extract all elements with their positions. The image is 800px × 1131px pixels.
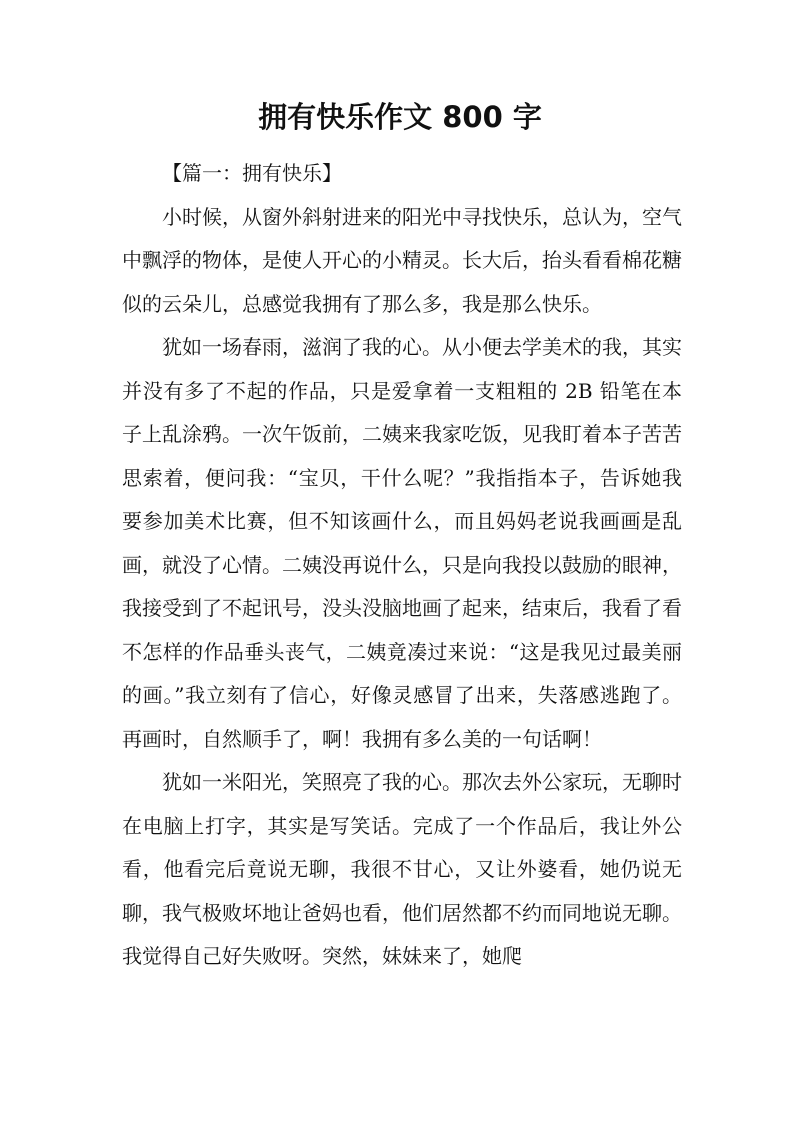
paragraph-1: 小时候，从窗外斜射进来的阳光中寻找快乐，总认为，空气中飘浮的物体，是使人开心的小精灵。长大后，抬头看看棉花糖似的云朵儿，总感觉我拥有了那么多，我是那么快乐。 [122, 204, 682, 316]
document-title: 拥有快乐作文 800 字 [258, 100, 542, 134]
document-body [122, 152, 682, 979]
paragraph-3: 犹如一米阳光，笑照亮了我的心。那次去外公家玩，无聊时在电脑上打字，其实是写笑话。完成了一个作品后，我让外公看，他看完后竟说无聊，我很不甘心，又让外婆看，她仍说无聊，我气极败坏地让爸妈也看，他们居然都不约而同地说无聊。我觉得自己好失败呀。突然，妹妹来了，她爬 [122, 770, 682, 968]
section-heading: 【篇一：拥有快乐】 [162, 161, 342, 185]
paragraph-2: 犹如一场春雨，滋润了我的心。从小便去学美术的我，其实并没有多了不起的作品，只是爱拿着一支粗粗的 2B 铅笔在本子上乱涂鸦。一次午饭前，二姨来我家吃饭，见我盯着本子苦苦思索着，便问我：“宝贝，干什么呢？”我指指本子，告诉她我要参加美术比赛，但不知该画什么，而且妈妈老说我画画是乱画，就没了心情。二姨没再说什么，只是向我投以鼓励的眼神，我接受到了不起讯号，没头没脑地画了起来，结束后，我看了看不怎样的作品垂头丧气，二姨竟凑过来说：“这是我见过最美丽的画。”我立刻有了信心，好像灵感冒了出来，失落感逃跑了。再画时，自然顺手了，啊！我拥有多么美的一句话啊！ [122, 335, 682, 751]
